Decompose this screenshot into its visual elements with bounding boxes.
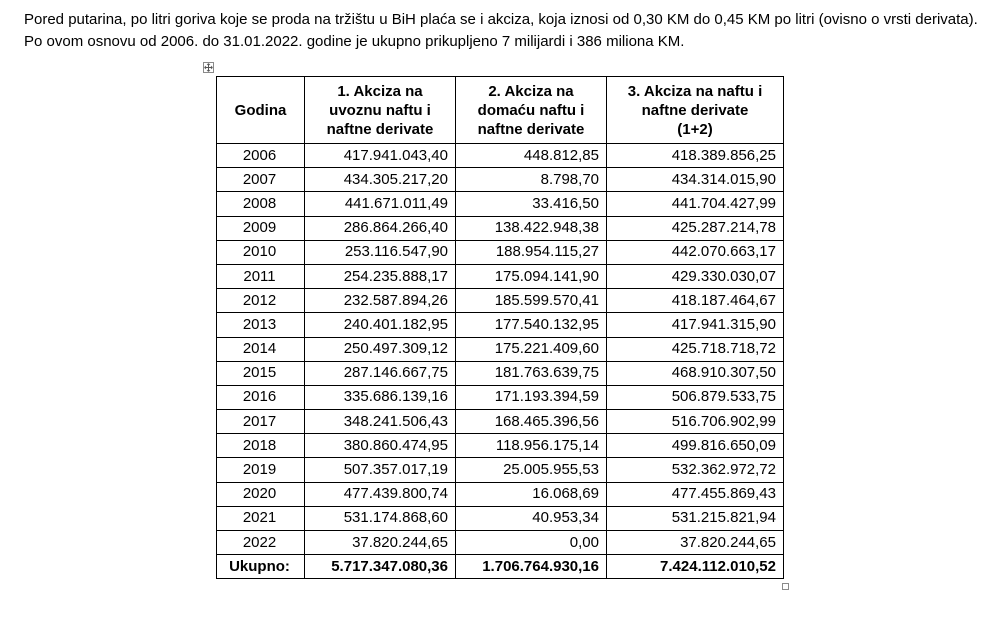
table-row	[217, 410, 784, 434]
total-row	[217, 555, 784, 579]
table-row	[217, 313, 784, 337]
header-import-excise: 1. Akciza na uvoznu naftu i naftne derivate	[305, 77, 456, 144]
year-cell: 2014	[217, 337, 305, 361]
import-cell: 348.241.506,43	[305, 410, 456, 434]
year-cell: 2013	[217, 313, 305, 337]
year-cell: 2011	[217, 264, 305, 288]
total-cell: 434.314.015,90	[607, 168, 784, 192]
header-godina: Godina	[217, 77, 305, 144]
import-cell: 335.686.139,16	[305, 385, 456, 409]
domestic-cell: 188.954.115,27	[456, 240, 607, 264]
year-cell: 2017	[217, 410, 305, 434]
year-cell: 2015	[217, 361, 305, 385]
total-combined: 7.424.112.010,52	[607, 555, 784, 579]
total-cell: 477.455.869,43	[607, 482, 784, 506]
year-cell: 2022	[217, 531, 305, 555]
year-cell: 2007	[217, 168, 305, 192]
total-cell: 441.704.427,99	[607, 192, 784, 216]
table-row	[217, 264, 784, 288]
import-cell: 250.497.309,12	[305, 337, 456, 361]
table-row	[217, 434, 784, 458]
domestic-cell: 25.005.955,53	[456, 458, 607, 482]
total-cell: 532.362.972,72	[607, 458, 784, 482]
total-cell: 429.330.030,07	[607, 264, 784, 288]
header-total-excise: 3. Akciza na naftu i naftne derivate (1+2)	[607, 77, 784, 144]
import-cell: 434.305.217,20	[305, 168, 456, 192]
domestic-cell: 138.422.948,38	[456, 216, 607, 240]
import-cell: 240.401.182,95	[305, 313, 456, 337]
year-cell: 2018	[217, 434, 305, 458]
import-cell: 232.587.894,26	[305, 289, 456, 313]
table-header-row	[217, 77, 784, 144]
table-row	[217, 216, 784, 240]
table-row	[217, 531, 784, 555]
domestic-cell: 16.068,69	[456, 482, 607, 506]
total-cell: 425.718.718,72	[607, 337, 784, 361]
domestic-cell: 448.812,85	[456, 144, 607, 168]
year-cell: 2021	[217, 506, 305, 530]
import-cell: 477.439.800,74	[305, 482, 456, 506]
intro-paragraph: Pored putarina, po litri goriva koje se proda na tržištu u BiH plaća se i akciza, koja iznosi od 0,30 KM do 0,45 KM po litri (ovisno o vrsti derivata). Po ovom osnovu od 2006. do 31.01.2022. godine je ukupno prikupljeno 7 milijardi i 386 miliona KM.	[24, 11, 978, 50]
domestic-cell: 33.416,50	[456, 192, 607, 216]
import-cell: 441.671.011,49	[305, 192, 456, 216]
header-domestic-excise: 2. Akciza na domaću naftu i naftne derivate	[456, 77, 607, 144]
domestic-cell: 181.763.639,75	[456, 361, 607, 385]
table-row	[217, 289, 784, 313]
table-row	[217, 337, 784, 361]
total-label: Ukupno:	[217, 555, 305, 579]
year-cell: 2012	[217, 289, 305, 313]
import-cell: 287.146.667,75	[305, 361, 456, 385]
excise-table	[216, 76, 784, 579]
year-cell: 2020	[217, 482, 305, 506]
total-cell: 468.910.307,50	[607, 361, 784, 385]
year-cell: 2019	[217, 458, 305, 482]
table-row	[217, 458, 784, 482]
import-cell: 507.357.017,19	[305, 458, 456, 482]
year-cell: 2009	[217, 216, 305, 240]
domestic-cell: 171.193.394,59	[456, 385, 607, 409]
import-cell: 254.235.888,17	[305, 264, 456, 288]
year-cell: 2010	[217, 240, 305, 264]
table-resize-handle[interactable]	[782, 583, 789, 590]
total-cell: 442.070.663,17	[607, 240, 784, 264]
year-cell: 2006	[217, 144, 305, 168]
total-cell: 425.287.214,78	[607, 216, 784, 240]
import-cell: 380.860.474,95	[305, 434, 456, 458]
total-cell: 499.816.650,09	[607, 434, 784, 458]
total-cell: 418.389.856,25	[607, 144, 784, 168]
table-row	[217, 144, 784, 168]
total-cell: 516.706.902,99	[607, 410, 784, 434]
import-cell: 286.864.266,40	[305, 216, 456, 240]
domestic-cell: 118.956.175,14	[456, 434, 607, 458]
total-cell: 418.187.464,67	[607, 289, 784, 313]
import-cell: 253.116.547,90	[305, 240, 456, 264]
domestic-cell: 175.221.409,60	[456, 337, 607, 361]
total-cell: 417.941.315,90	[607, 313, 784, 337]
domestic-cell: 0,00	[456, 531, 607, 555]
table-row	[217, 506, 784, 530]
total-cell: 531.215.821,94	[607, 506, 784, 530]
import-cell: 417.941.043,40	[305, 144, 456, 168]
domestic-cell: 185.599.570,41	[456, 289, 607, 313]
table-row	[217, 482, 784, 506]
domestic-cell: 40.953,34	[456, 506, 607, 530]
table-row	[217, 168, 784, 192]
table-row	[217, 192, 784, 216]
total-cell: 37.820.244,65	[607, 531, 784, 555]
table-row	[217, 385, 784, 409]
year-cell: 2016	[217, 385, 305, 409]
domestic-cell: 168.465.396,56	[456, 410, 607, 434]
table-row	[217, 240, 784, 264]
domestic-cell: 8.798,70	[456, 168, 607, 192]
import-cell: 37.820.244,65	[305, 531, 456, 555]
total-domestic: 1.706.764.930,16	[456, 555, 607, 579]
domestic-cell: 175.094.141,90	[456, 264, 607, 288]
total-import: 5.717.347.080,36	[305, 555, 456, 579]
domestic-cell: 177.540.132,95	[456, 313, 607, 337]
import-cell: 531.174.868,60	[305, 506, 456, 530]
table-row	[217, 361, 784, 385]
total-cell: 506.879.533,75	[607, 385, 784, 409]
year-cell: 2008	[217, 192, 305, 216]
table-move-handle-icon[interactable]	[203, 62, 214, 73]
